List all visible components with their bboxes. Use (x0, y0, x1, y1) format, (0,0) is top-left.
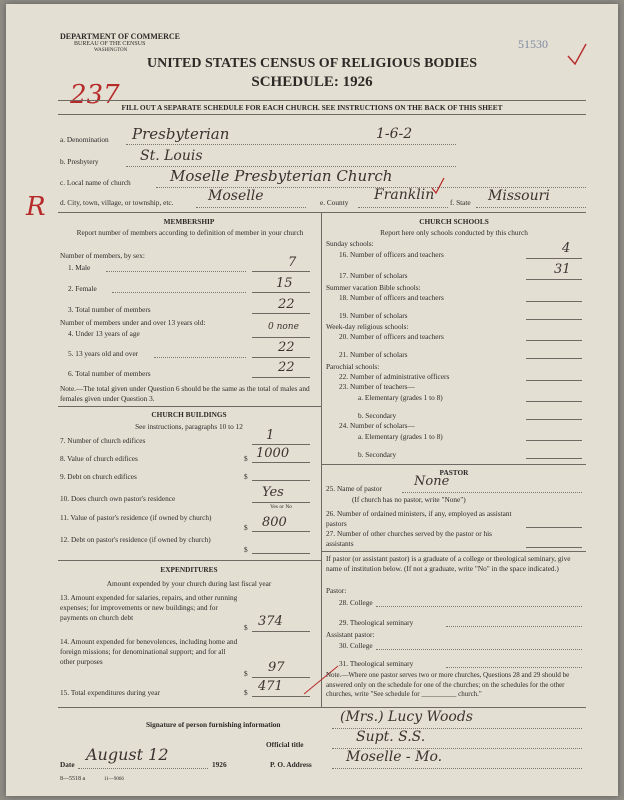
date-value: August 12 (86, 745, 169, 764)
q22-label: 22. Number of administrative officers (339, 372, 450, 381)
q9-label: 9. Debt on church edifices (60, 472, 137, 481)
total-members-value: 22 (278, 297, 295, 312)
form-title: UNITED STATES CENSUS OF RELIGIOUS BODIES (146, 56, 477, 71)
instruction-line: FILL OUT A SEPARATE SCHEDULE FOR EACH CHURCH. SEE INSTRUCTIONS ON THE BACK OF THIS SHEET (121, 103, 503, 112)
q15-dollar: $ (244, 688, 248, 697)
bureau-name: BUREAU OF THE CENSUS (74, 41, 146, 47)
denomination-value: Presbyterian (132, 125, 230, 143)
q12-dollar: $ (244, 545, 248, 554)
membership-title: MEMBERSHIP (163, 217, 215, 226)
q11-dollar: $ (244, 523, 248, 532)
state-value: Missouri (488, 188, 550, 204)
official-title-label: Official title (266, 740, 304, 749)
expenditures-title: EXPENDITURES (160, 565, 218, 574)
female-value: 15 (276, 276, 293, 291)
female-label: 2. Female (68, 284, 97, 293)
county-label: e. County (320, 198, 349, 207)
q13-dollar: $ (244, 623, 248, 632)
q27-label: 27. Number of other churches served by the pastor or his assistants (326, 529, 492, 548)
pastor-title: PASTOR (439, 468, 469, 477)
q16-value: 4 (562, 241, 571, 256)
form-number: 8—5518 a (60, 776, 86, 782)
q9-dollar: $ (244, 472, 248, 481)
q29-label: 29. Theological seminary (339, 618, 414, 627)
weekday-label: Week-day religious schools: (326, 322, 409, 331)
q26-label: 26. Number of ordained ministers, if any, employed as assistant pastors (326, 509, 512, 528)
total-members-label: 3. Total number of members (68, 305, 151, 314)
over13-label: 5. 13 years old and over (68, 349, 139, 358)
q17-value: 31 (554, 262, 571, 277)
summer-label: Summer vacation Bible schools: (326, 283, 421, 292)
q23-label: 23. Number of teachers— (339, 382, 415, 391)
q13-value: 374 (258, 614, 283, 629)
schools-intro: Report here only schools conducted by this church (380, 228, 528, 237)
q21-label: 21. Number of scholars (339, 350, 408, 359)
q7-value: 1 (266, 428, 275, 443)
schedule-year: SCHEDULE: 1926 (251, 74, 373, 90)
q25-hint: (If church has no pastor, write "None") (352, 495, 466, 504)
total6-value: 22 (278, 360, 295, 375)
under13-value: 0 none (268, 322, 299, 332)
buildings-subtitle: See instructions, paragraphs 10 to 12 (135, 422, 243, 431)
signature-value: (Mrs.) Lucy Woods (340, 709, 473, 725)
q15-value: 471 (258, 679, 283, 694)
q10-hint: Yes or No (270, 504, 293, 510)
q7-label: 7. Number of church edifices (60, 436, 146, 445)
local-name-label: c. Local name of church (60, 178, 131, 187)
print-number: 11—9066 (104, 777, 124, 782)
q8-label: 8. Value of church edifices (60, 454, 138, 463)
city-value: Moselle (208, 188, 264, 204)
q31-label: 31. Theological seminary (339, 659, 414, 668)
q20-label: 20. Number of officers and teachers (339, 332, 444, 341)
membership-note: Note.—The total given under Question 6 should be the same as the total of males and females given under Question 3. (60, 384, 310, 403)
expenditures-intro: Amount expended by your church during last fiscal year (106, 579, 272, 588)
stamp-number: 51530 (518, 37, 548, 51)
under13-label: 4. Under 13 years of age (68, 329, 140, 338)
q24-label: 24. Number of scholars— (339, 421, 415, 430)
state-label: f. State (450, 198, 471, 207)
q16-label: 16. Number of officers and teachers (339, 250, 444, 259)
by-sex-label: Number of members, by sex: (60, 251, 145, 260)
parochial-label: Parochial schools: (326, 362, 380, 371)
pastor-head: Pastor: (326, 586, 347, 595)
membership-intro: Report number of members according to definition of member in your church (76, 228, 304, 237)
q8-dollar: $ (244, 454, 248, 463)
q23a-label: a. Elementary (grades 1 to 8) (358, 393, 443, 402)
hand-number: 237 (70, 80, 120, 110)
denomination-code: 1-6-2 (376, 126, 413, 142)
buildings-title: CHURCH BUILDINGS (151, 410, 227, 419)
q24a-label: a. Elementary (grades 1 to 8) (358, 432, 443, 441)
presbytery-label: b. Presbytery (60, 157, 99, 166)
q11-label: 11. Value of pastor's residence (if owned by church) (60, 513, 212, 522)
address-value: Moselle - Mo. (346, 749, 443, 765)
age-intro-label: Number of members under and over 13 years old: (60, 318, 206, 327)
bureau-city: WASHINGTON (94, 48, 128, 53)
q30-label: 30. College (339, 641, 373, 650)
q25-value: None (414, 474, 450, 489)
county-check-icon (430, 176, 446, 196)
year-value: 1926 (212, 760, 227, 769)
presbytery-value: St. Louis (140, 148, 203, 164)
q25-label: 25. Name of pastor (326, 484, 382, 493)
q17-label: 17. Number of scholars (339, 271, 408, 280)
q18-label: 18. Number of officers and teachers (339, 293, 444, 302)
asst-head: Assistant pastor: (326, 630, 375, 639)
signature-label: Signature of person furnishing information (146, 720, 281, 729)
q14-label: 14. Amount expended for benevolences, including home and foreign missions; for denominational support; and for all other purposes (60, 637, 238, 666)
male-label: 1. Male (68, 263, 91, 272)
county-value: Franklin (374, 187, 435, 203)
q12-label: 12. Debt on pastor's residence (if owned by church) (60, 535, 211, 544)
red-r-mark: R (26, 192, 46, 222)
q23b-label: b. Secondary (358, 411, 397, 420)
q13-label: 13. Amount expended for salaries, repairs, and other running expenses; for improvements or new buildings; and for payments on church debt (60, 593, 238, 622)
census-schedule-page (6, 4, 618, 796)
pastor-note: Note.—Where one pastor serves two or more churches, Questions 28 and 29 should be answered only on the schedule for one of the churches; on the schedules for the other churches, write "See schedule for __________ church." (326, 671, 570, 698)
q8-value: 1000 (256, 446, 290, 461)
city-label: d. City, town, village, or township, etc. (60, 198, 174, 207)
official-title-value: Supt. S.S. (356, 729, 426, 745)
q11-value: 800 (262, 515, 287, 530)
graduate-note: If pastor (or assistant pastor) is a graduate of a college or theological seminary, give name of institution below. (If not a graduate, write "No" in the space indicated.) (326, 554, 571, 573)
q24b-label: b. Secondary (358, 450, 397, 459)
denomination-label: a. Denomination (60, 135, 109, 144)
local-name-value: Moselle Presbyterian Church (170, 167, 393, 185)
over13-value: 22 (278, 340, 295, 355)
q14-value: 97 (268, 660, 285, 675)
q15-label: 15. Total expenditures during year (60, 688, 161, 697)
q14-dollar: $ (244, 669, 248, 678)
sunday-label: Sunday schools: (326, 239, 374, 248)
q10-label: 10. Does church own pastor's residence (60, 494, 176, 503)
dept-name: DEPARTMENT OF COMMERCE (60, 32, 181, 41)
q19-label: 19. Number of scholars (339, 311, 408, 320)
male-value: 7 (288, 255, 297, 270)
address-label: P. O. Address (270, 760, 312, 769)
schools-title: CHURCH SCHOOLS (419, 217, 489, 226)
date-label: Date (60, 760, 75, 769)
total6-label: 6. Total number of members (68, 369, 151, 378)
q28-label: 28. College (339, 598, 373, 607)
q10-value: Yes (262, 485, 284, 500)
